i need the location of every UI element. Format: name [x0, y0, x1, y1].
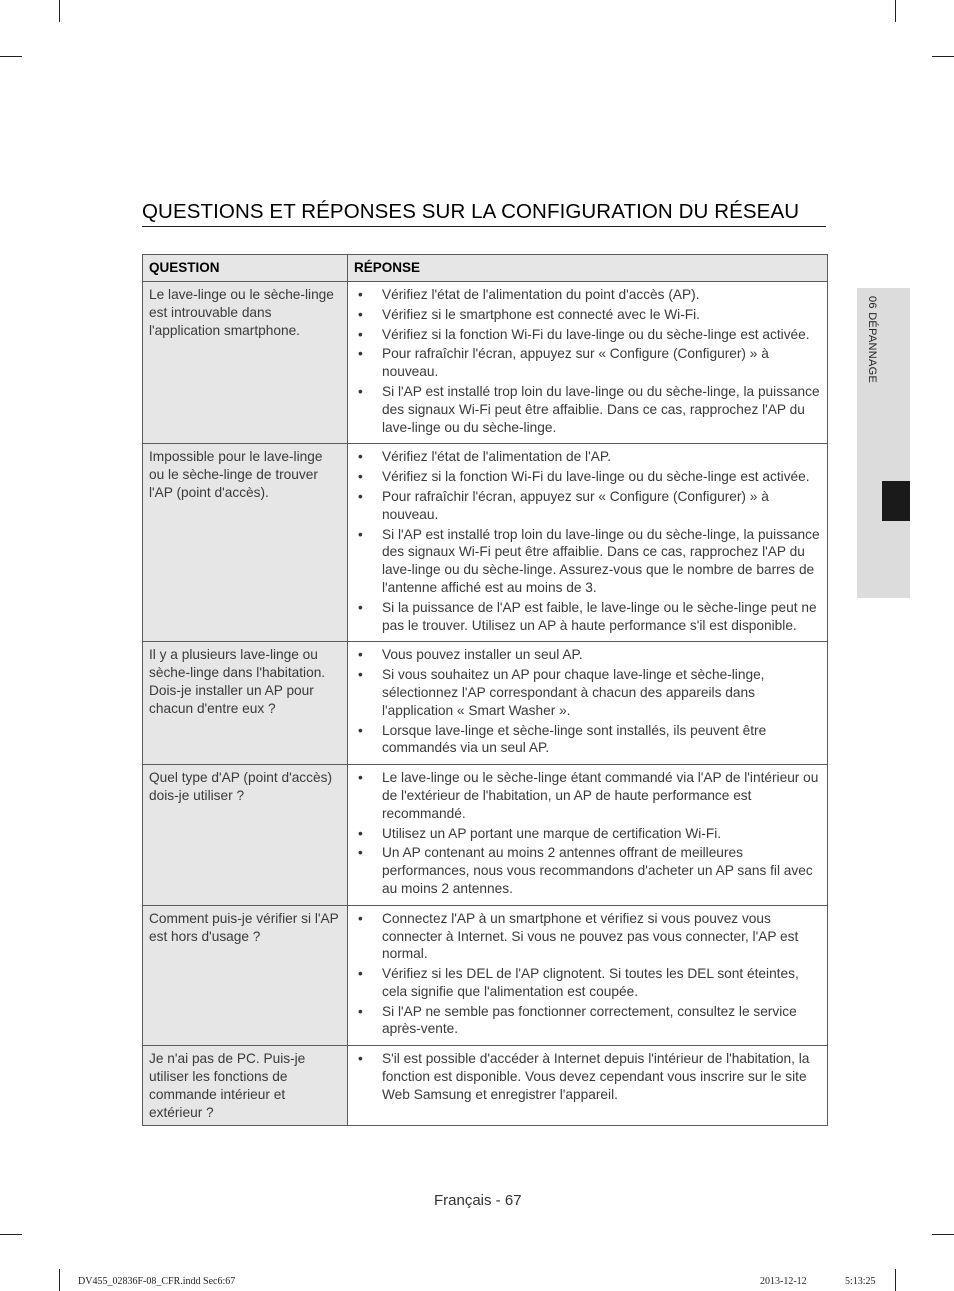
- answer-item: • Vérifiez si le smartphone est connecté avec le Wi-Fi.: [356, 306, 821, 324]
- answer-item: • Le lave-linge ou le sèche-linge étant commandé via l'AP de l'intérieur ou de l'extérieur de l'habitation, un AP de haute performance est recommandé.: [356, 769, 821, 822]
- crop-mark: [0, 1234, 22, 1235]
- table-row: [143, 642, 828, 765]
- crop-mark: [0, 56, 22, 57]
- question-cell: Quel type d'AP (point d'accès) dois-je utiliser ?: [143, 765, 348, 906]
- answer-item: • Vérifiez si la fonction Wi-Fi du lave-linge ou du sèche-linge est activée.: [356, 326, 821, 344]
- crop-mark: [59, 1269, 60, 1291]
- answer-item: • Connectez l'AP à un smartphone et vérifiez si vous pouvez vous connecter à Internet. Si vous ne pouvez pas vous connecter, l'AP est normal.: [356, 910, 821, 963]
- answer-item: • Lorsque lave-linge et sèche-linge sont installés, ils peuvent être commandés via un seul AP.: [356, 722, 821, 758]
- answer-cell: [348, 642, 828, 765]
- answer-cell: [348, 1046, 828, 1126]
- answer-item: • S'il est possible d'accéder à Internet depuis l'intérieur de l'habitation, la fonction est disponible. Vous devez cependant vous inscrire sur le site Web Samsung et enregistrer l'appareil.: [356, 1050, 821, 1103]
- table-row: [143, 1046, 828, 1126]
- answer-list: [356, 1050, 821, 1103]
- answer-item: • Si vous souhaitez un AP pour chaque lave-linge et sèche-linge, sélectionnez l'AP correspondant à chacun des appareils dans l'application « Smart Washer ».: [356, 666, 821, 719]
- answer-item: • Pour rafraîchir l'écran, appuyez sur « Configure (Configurer) » à nouveau.: [356, 345, 821, 381]
- crop-mark: [59, 0, 60, 22]
- qa-table: [142, 254, 828, 1126]
- table-row: [143, 444, 828, 642]
- question-cell: Le lave-linge ou le sèche-linge est introuvable dans l'application smartphone.: [143, 282, 348, 444]
- answer-header: RÉPONSE: [348, 255, 828, 282]
- answer-item: • Si l'AP ne semble pas fonctionner correctement, consultez le service après-vente.: [356, 1003, 821, 1039]
- answer-list: [356, 286, 821, 436]
- section-title: QUESTIONS ET RÉPONSES SUR LA CONFIGURATION DU RÉSEAU: [142, 200, 826, 227]
- answer-cell: [348, 765, 828, 906]
- footer-time: 5:13:25: [845, 1276, 876, 1287]
- answer-item: • Si l'AP est installé trop loin du lave-linge ou du sèche-linge, la puissance des signaux Wi-Fi peut être affaiblie. Dans ce cas, rapprochez l'AP du lave-linge ou du sèche-linge.: [356, 383, 821, 436]
- answer-list: [356, 910, 821, 1039]
- question-cell: Comment puis-je vérifier si l'AP est hors d'usage ?: [143, 905, 348, 1046]
- chapter-side-tab: [857, 288, 910, 598]
- page-number: Français - 67: [434, 1192, 522, 1209]
- chapter-label: 06 DÉPANNAGE: [866, 296, 878, 384]
- crop-mark: [895, 1269, 896, 1291]
- answer-item: • Vérifiez si les DEL de l'AP clignotent. Si toutes les DEL sont éteintes, cela signifie que l'alimentation est coupée.: [356, 965, 821, 1001]
- crop-mark: [932, 1234, 954, 1235]
- answer-item: • Si l'AP est installé trop loin du lave-linge ou du sèche-linge, la puissance des signaux Wi-Fi peut être affaiblie. Dans ce cas, rapprochez l'AP du lave-linge ou du sèche-linge. Assurez-vous que le nombre de barres de l'antenne affiché est au moins de 3.: [356, 526, 821, 597]
- table-header-row: [143, 255, 828, 282]
- chapter-marker: [882, 481, 910, 521]
- answer-list: [356, 646, 821, 757]
- answer-cell: [348, 905, 828, 1046]
- question-cell: Il y a plusieurs lave-linge ou sèche-linge dans l'habitation. Dois-je installer un AP pour chacun d'entre eux ?: [143, 642, 348, 765]
- question-cell: Impossible pour le lave-linge ou le sèche-linge de trouver l'AP (point d'accès).: [143, 444, 348, 642]
- question-cell: Je n'ai pas de PC. Puis-je utiliser les fonctions de commande intérieur et extérieur ?: [143, 1046, 348, 1126]
- answer-cell: [348, 444, 828, 642]
- table-row: [143, 905, 828, 1046]
- footer-file: DV455_02836F-08_CFR.indd Sec6:67: [78, 1276, 236, 1287]
- answer-item: • Vérifiez l'état de l'alimentation de l'AP.: [356, 448, 821, 466]
- answer-item: • Vérifiez si la fonction Wi-Fi du lave-linge ou du sèche-linge est activée.: [356, 468, 821, 486]
- answer-list: [356, 448, 821, 634]
- answer-item: • Vous pouvez installer un seul AP.: [356, 646, 821, 664]
- answer-item: • Utilisez un AP portant une marque de certification Wi-Fi.: [356, 825, 821, 843]
- question-header: QUESTION: [143, 255, 348, 282]
- table-row: [143, 765, 828, 906]
- footer-date: 2013-12-12: [760, 1276, 807, 1287]
- answer-item: • Un AP contenant au moins 2 antennes offrant de meilleures performances, nous vous recommandons d'acheter un AP sans fil avec au moins 2 antennes.: [356, 844, 821, 897]
- answer-list: [356, 769, 821, 898]
- table-row: [143, 282, 828, 444]
- answer-item: • Si la puissance de l'AP est faible, le lave-linge ou le sèche-linge peut ne pas le trouver. Utilisez un AP à haute performance s'il est disponible.: [356, 599, 821, 635]
- answer-item: • Vérifiez l'état de l'alimentation du point d'accès (AP).: [356, 286, 821, 304]
- answer-cell: [348, 282, 828, 444]
- crop-mark: [932, 56, 954, 57]
- answer-item: • Pour rafraîchir l'écran, appuyez sur « Configure (Configurer) » à nouveau.: [356, 488, 821, 524]
- crop-mark: [895, 0, 896, 22]
